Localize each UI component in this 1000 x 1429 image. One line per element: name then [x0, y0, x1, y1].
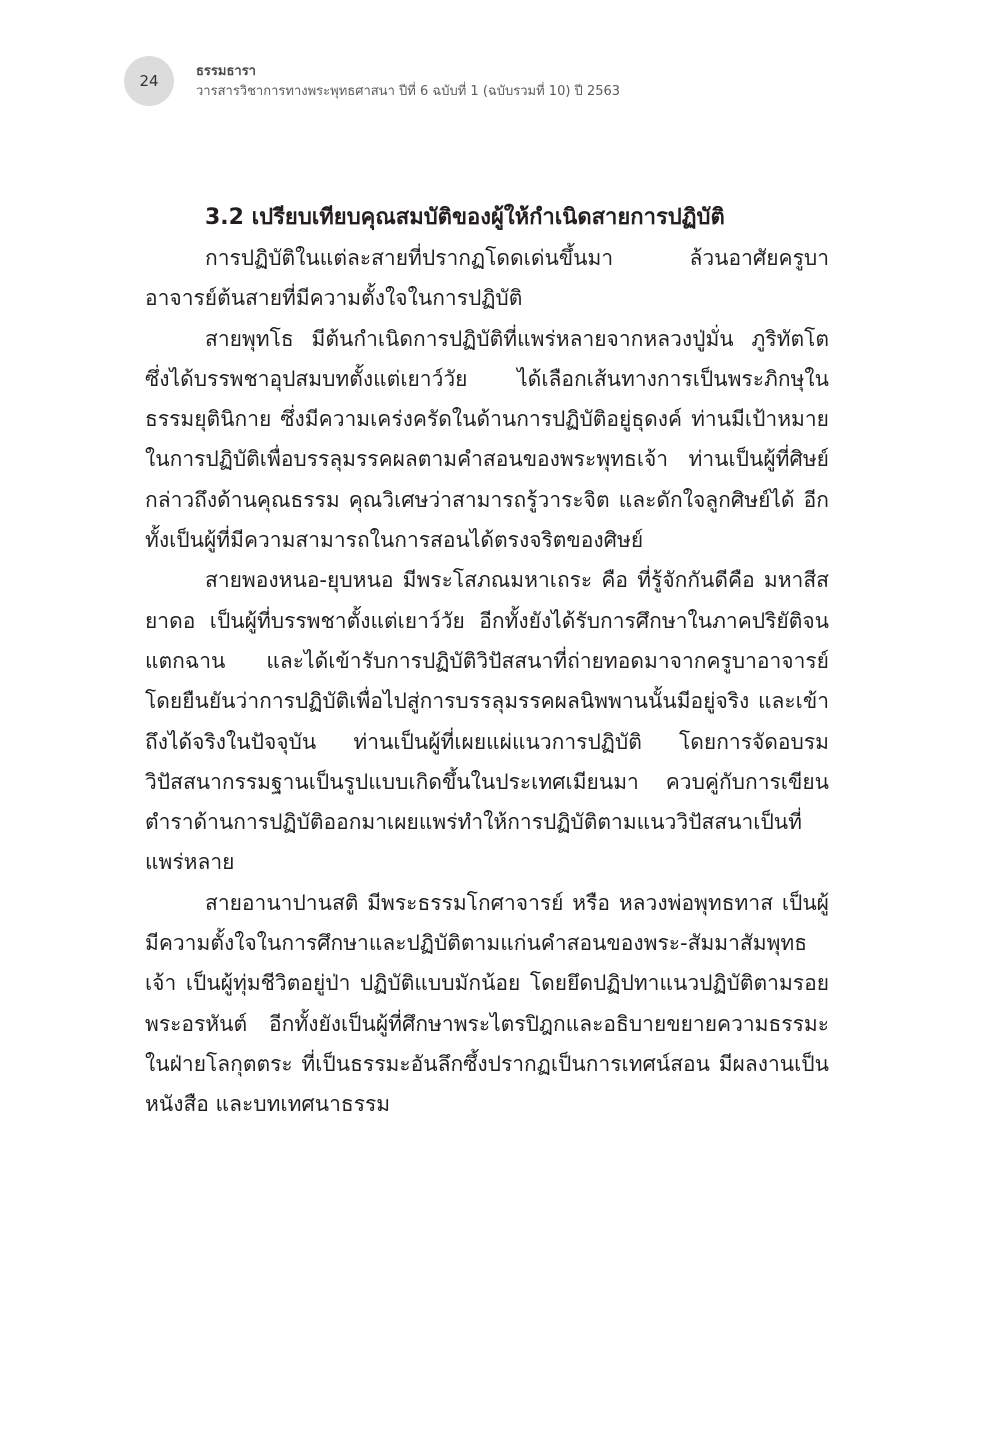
journal-name: ธรรมธารา [196, 64, 256, 79]
page-number: 24 [124, 56, 174, 106]
section-title: 3.2 เปรียบเทียบคุณสมบัติของผู้ให้กำเนิดสายการปฏิบัติ [205, 205, 725, 230]
paragraph: สายพุทโธ มีต้นกำเนิดการปฏิบัติที่แพร่หลายจากหลวงปู่มั่น ภูริทัตโต ซึ่งได้บรรพชาอุปสมบทตั้งแต่เยาว์วัย ได้เลือกเส้นทางการเป็นพระภิกษุในธรรมยุตินิกาย ซึ่งมีความเคร่งครัดในด้านการปฏิบัติอยู่ธุดงค์ ท่านมีเป้าหมายในการปฏิบัติเพื่อบรรลุมรรคผลตามคำสอนของพระพุทธเจ้า ท่านเป็นผู้ที่ศิษย์กล่าวถึงด้านคุณธรรม คุณวิเศษว่าสามารถรู้วาระจิต และดักใจลูกศิษย์ได้ อีกทั้งเป็นผู้ที่มีความสามารถในการสอนได้ตรงจริตของศิษย์ [145, 326, 829, 553]
running-header [196, 62, 620, 102]
paragraph: สายอานาปานสติ มีพระธรรมโกศาจารย์ หรือ หลวงพ่อพุทธทาส เป็นผู้มีความตั้งใจในการศึกษาและปฏิบัติตามแก่นคำสอนของพระ-สัมมาสัมพุทธเจ้า เป็นผู้ทุ่มชีวิตอยู่ป่า ปฏิบัติแบบมักน้อย โดยยึดปฏิปทาแนวปฏิบัติตามรอยพระอรหันต์ อีกทั้งยังเป็นผู้ที่ศึกษาพระไตรปิฎกและอธิบายขยายความธรรมะในฝ่ายโลกุตตระ ที่เป็นธรรมะอันลึกซึ้งปรากฏเป็นการเทศน์สอน มีผลงานเป็นหนังสือ และบทเทศนาธรรม [145, 890, 829, 1117]
paragraph: การปฏิบัติในแต่ละสายที่ปรากฏโดดเด่นขึ้นมา ล้วนอาศัยครูบาอาจารย์ต้นสายที่มีความตั้งใจในการปฏิบัติ [145, 246, 829, 311]
issue-info: วารสารวิชาการทางพระพุทธศาสนา ปีที่ 6 ฉบับที่ 1 (ฉบับรวมที่ 10) ปี 2563 [196, 84, 621, 99]
article-body [145, 198, 829, 1125]
paragraph: สายพองหนอ-ยุบหนอ มีพระโสภณมหาเถระ คือ ที่รู้จักกันดีคือ มหาสีสยาดอ เป็นผู้ที่บรรพชาตั้งแต่เยาว์วัย อีกทั้งยังได้รับการศึกษาในภาคปริยัติจนแตกฉาน และได้เข้ารับการปฏิบัติวิปัสสนาที่ถ่ายทอดมาจากครูบาอาจารย์ โดยยืนยันว่าการปฏิบัติเพื่อไปสู่การบรรลุมรรคผลนิพพานนั้นมีอยู่จริง และเข้าถึงได้จริงในปัจจุบัน ท่านเป็นผู้ที่เผยแผ่แนวการปฏิบัติ โดยการจัดอบรมวิปัสสนากรรมฐานเป็นรูปแบบเกิดขึ้นในประเทศเมียนมา ควบคู่กับการเขียนตำราด้านการปฏิบัติออกมาเผยแพร่ทำให้การปฏิบัติตามแนววิปัสสนาเป็นที่แพร่หลาย [145, 568, 829, 875]
